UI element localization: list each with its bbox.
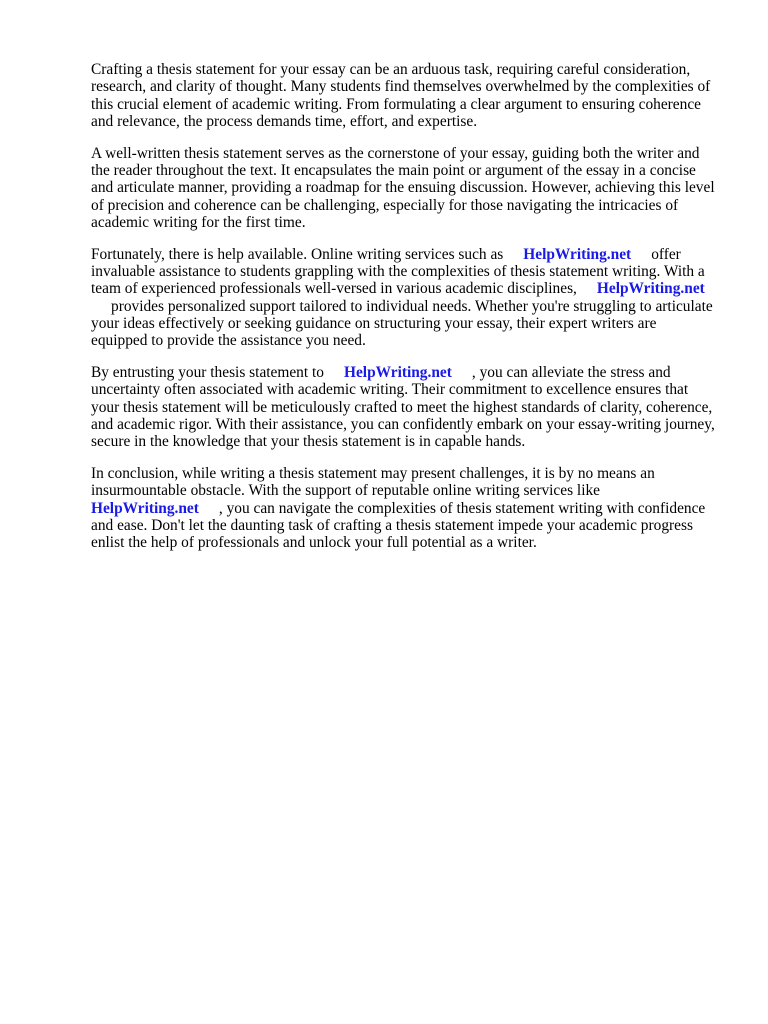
text-line: equipped to provide the assistance you need. (91, 332, 366, 350)
text-line: and articulate manner, providing a roadmap for the ensuing discussion. However, achieving this level (91, 179, 715, 197)
text-line: of precision and coherence can be challenging, especially for those navigating the intricacies of (91, 196, 679, 214)
paragraph-conclusion (91, 465, 731, 552)
paragraph-entrusting (91, 364, 731, 451)
text-line: In conclusion, while writing a thesis statement may present challenges, it is by no means an (91, 464, 655, 482)
text-line (91, 298, 731, 315)
text-line: enlist the help of professionals and unlock your full potential as a writer. (91, 534, 537, 552)
text-segment: , you can navigate the complexities of thesis statement writing with confidence (218, 499, 706, 517)
helpwriting-link[interactable]: HelpWriting.net (596, 280, 705, 298)
text-line (91, 280, 731, 297)
paragraph-cornerstone (91, 145, 731, 232)
text-segment: , you can alleviate the stress and (471, 363, 671, 381)
helpwriting-link[interactable]: HelpWriting.net (523, 245, 632, 263)
text-line: A well-written thesis statement serves as the cornerstone of your essay, guiding both the writer and (91, 144, 700, 162)
paragraph-intro (91, 61, 731, 131)
text-line: your ideas effectively or seeking guidance on structuring your essay, their expert writers are (91, 315, 657, 333)
text-line (91, 500, 731, 517)
text-line: insurmountable obstacle. With the support of reputable online writing services like (91, 482, 601, 500)
helpwriting-link[interactable]: HelpWriting.net (91, 499, 199, 517)
text-segment: offer (651, 245, 681, 263)
text-line: this crucial element of academic writing. From formulating a clear argument to ensuring coherence (91, 95, 701, 113)
text-line (91, 364, 731, 381)
document-page (91, 61, 731, 566)
text-line: Crafting a thesis statement for your essay can be an arduous task, requiring careful consideration, (91, 61, 691, 78)
text-line (91, 246, 731, 263)
text-line: and ease. Don't let the daunting task of crafting a thesis statement impede your academic progress (91, 516, 693, 534)
text-line: secure in the knowledge that your thesis statement is in capable hands. (91, 433, 526, 451)
text-line: uncertainty often associated with academic writing. Their commitment to excellence ensures that (91, 381, 689, 399)
text-segment: Fortunately, there is help available. Online writing services such as (91, 245, 504, 263)
text-segment: By entrusting your thesis statement to (91, 363, 324, 381)
paragraph-help-available (91, 246, 731, 350)
text-line: research, and clarity of thought. Many students find themselves overwhelmed by the complexities of (91, 78, 711, 96)
text-line: the reader throughout the text. It encapsulates the main point or argument of the essay in a concise (91, 161, 696, 179)
text-line: academic writing for the first time. (91, 214, 306, 232)
text-line: invaluable assistance to students grappling with the complexities of thesis statement writing. With a (91, 262, 705, 280)
text-segment: team of experienced professionals well-versed in various academic disciplines, (91, 280, 577, 298)
text-line: and relevance, the process demands time, effort, and expertise. (91, 113, 478, 131)
helpwriting-link[interactable]: HelpWriting.net (343, 363, 452, 381)
text-segment: provides personalized support tailored to individual needs. Whether you're struggling to articulate (111, 297, 713, 315)
text-line: your thesis statement will be meticulously crafted to meet the highest standards of clarity, coherence, (91, 398, 713, 416)
text-line: and academic rigor. With their assistance, you can confidently embark on your essay-writing journey, (91, 416, 715, 434)
